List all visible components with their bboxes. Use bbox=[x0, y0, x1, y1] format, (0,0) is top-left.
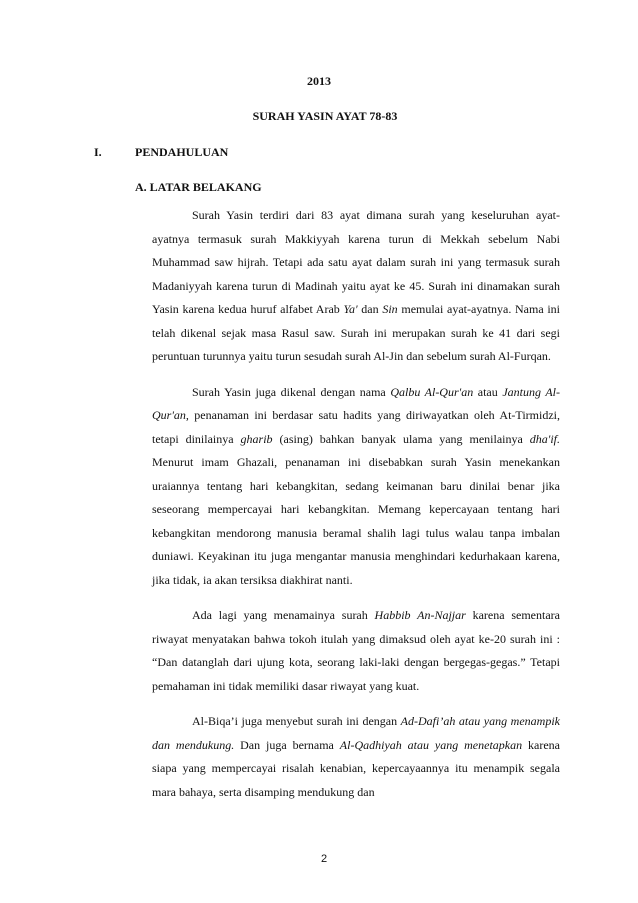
italic-text-run: Jantung Al-Qur'an, bbox=[152, 384, 560, 422]
italic-text-run: Ad-Dafi’ah atau yang menampik dan mendukung. bbox=[152, 714, 560, 752]
text-run: penanaman ini berdasar satu hadits yang diriwayatkan oleh At-Tirmidzi, tetapi dinilainya bbox=[152, 408, 560, 446]
body-paragraph bbox=[152, 204, 560, 369]
italic-text-run: Al-Qadhiyah atau yang menetapkan bbox=[339, 737, 523, 752]
text-run: (asing) bahkan banyak ulama yang menilainya bbox=[272, 431, 530, 446]
text-run: atau bbox=[473, 384, 503, 399]
italic-text-run: Qalbu Al-Qur'an bbox=[390, 384, 474, 399]
body-paragraph bbox=[152, 604, 560, 698]
body-paragraph bbox=[152, 381, 560, 593]
text-run: dan bbox=[357, 302, 383, 316]
subsection-title: A. LATAR BELAKANG bbox=[135, 180, 262, 194]
text-run: Surah Yasin juga dikenal dengan nama bbox=[192, 384, 391, 399]
text-run: Al-Biqa’i juga menyebut surah ini dengan bbox=[192, 714, 401, 728]
body-text bbox=[152, 204, 560, 816]
text-run: memulai ayat-ayatnya. Nama ini telah dikenal sejak masa Rasul saw. Surah ini merupakan surah ke 41 dari segi peruntuan turunnya yaitu turun sesudah surah Al-Jin dan sebelum surah Al-Furqan. bbox=[152, 302, 561, 363]
italic-text-run: Habbib An-Najjar bbox=[374, 608, 466, 622]
italic-text-run: Sin bbox=[382, 302, 398, 316]
italic-text-run: dha'if. bbox=[529, 431, 560, 446]
italic-text-run: gharib bbox=[240, 431, 273, 446]
body-paragraph bbox=[152, 710, 560, 804]
text-run: Dan juga bernama bbox=[234, 737, 340, 752]
text-run: Ada lagi yang menamainya surah bbox=[192, 608, 375, 622]
document-title: SURAH YASIN AYAT 78-83 bbox=[252, 109, 398, 123]
section-number: I. bbox=[94, 145, 102, 159]
text-run: karena siapa yang mempercayai risalah kenabian, kepercayaannya itu menampik segala mara bahaya, serta disamping mendukung dan bbox=[152, 737, 560, 799]
text-run: Menurut imam Ghazali, penanaman ini disebabkan surah Yasin menekankan uraiannya tentang hari kebangkitan, sedang keimanan baru dinilai benar jika seseorang mempercayai hari kebangkitan. Memang kepercayaan tentang hari kebangkitan mendorong manusia beramal shalih lagi tulus walau tanpa imbalan duniawi. Keyakinan itu juga mengantar manusia menghindari kedurhakaan karena, jika tidak, ia akan tersiksa diakhirat nanti. bbox=[152, 455, 560, 587]
italic-text-run: Ya' bbox=[343, 302, 358, 316]
text-run: Surah Yasin terdiri dari 83 ayat dimana surah yang keseluruhan ayat-ayatnya termasuk surah Makkiyyah karena turun di Mekkah sebelum Nabi Muhammad saw hijrah. Tetapi ada satu ayat dalam surah ini yang termasuk surah Madaniyyah karena turun di Madinah yaitu ayat ke 45. Surah ini dinamakan surah Yasin karena kedua huruf alfabet Arab bbox=[152, 208, 560, 316]
document-year: 2013 bbox=[307, 74, 331, 88]
section-title: PENDAHULUAN bbox=[135, 145, 229, 159]
page-number: 2 bbox=[320, 853, 328, 865]
text-run: karena sementara riwayat menyatakan bahwa tokoh itulah yang dimaksud oleh ayat ke-20 surah ini : “Dan datanglah dari ujung kota, seorang laki-laki dengan bergegas-gegas.” Tetapi pemahaman ini tidak memiliki dasar riwayat yang kuat. bbox=[152, 608, 560, 693]
